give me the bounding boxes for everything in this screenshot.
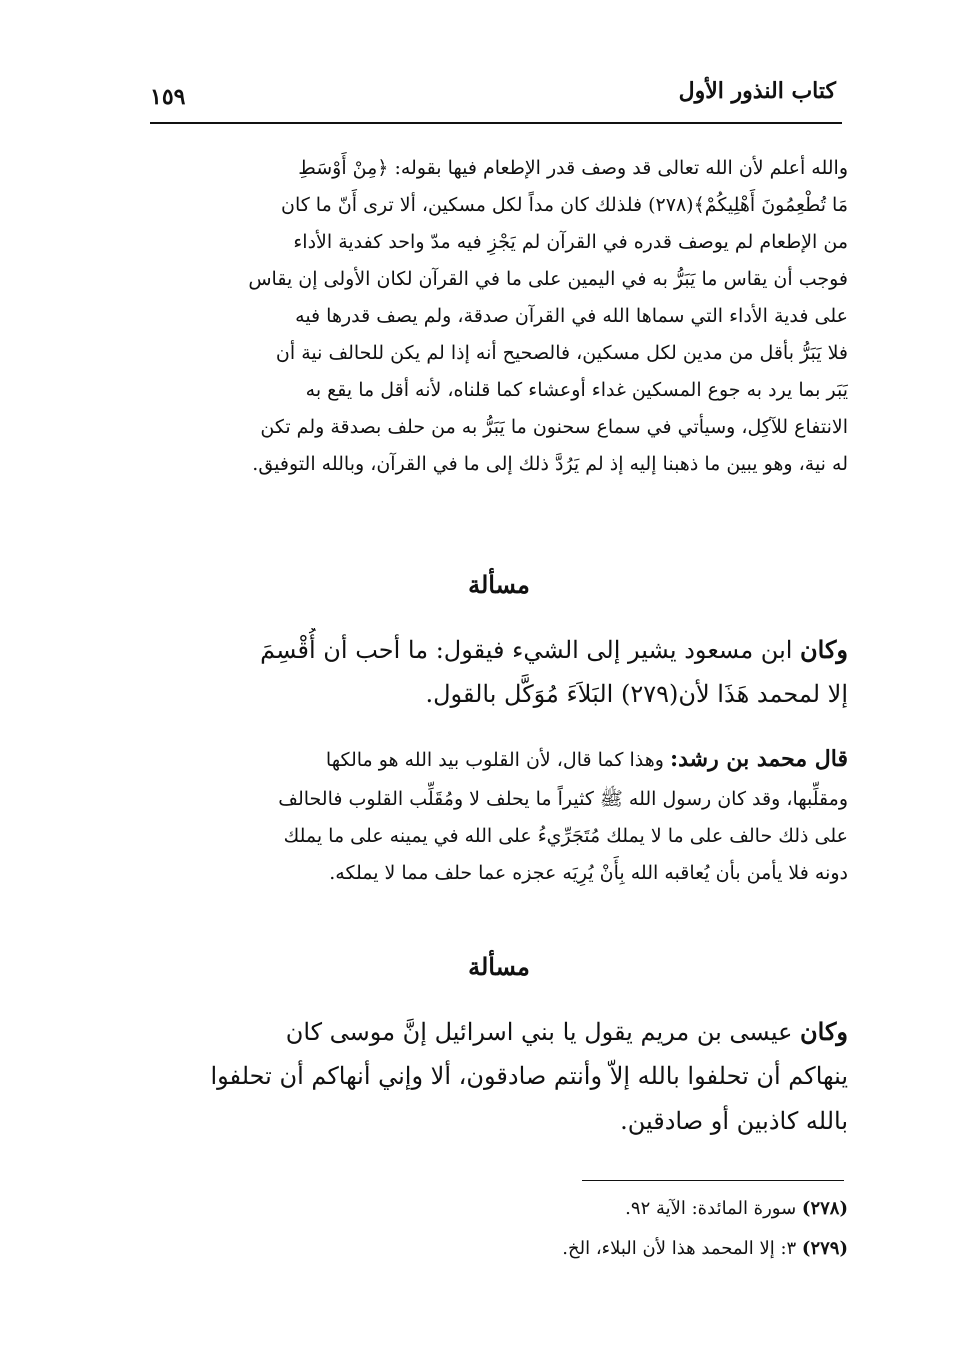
- text-line: فلا يَبَرُّ بأقل من مدين لكل مسكين، فالصحيح أنه إذا لم يكن للحالف نية أن: [275, 342, 848, 365]
- text-line: والله أعلم لأن الله تعالى قد وصف قدر الإطعام فيها بقوله: ﴿مِنْ أَوْسَطِ: [298, 157, 848, 179]
- paragraph-commentary: [150, 738, 848, 892]
- footnote-number: (٢٧٩): [801, 1238, 848, 1259]
- lead-word: وكان: [800, 1017, 848, 1046]
- text-line: [150, 628, 848, 672]
- text-line: ومقلِّبها، وقد كان رسول الله ﷺ كثيراً ما يحلف لا ومُقَلِّب القلوب فالحالف: [278, 787, 848, 810]
- paragraph-commentary: [150, 150, 848, 483]
- text-line: بالله كاذبين أو صادقين.: [620, 1106, 848, 1135]
- text-line: على ذلك حالف على ما لا يملك مُتَجَرِّيءُ على الله في يمينه على ما يملك: [283, 824, 848, 847]
- text-line: من الإطعام لم يوصف قدره في القرآن لم يَجْزِ فيه مدّ واحد كفدية الأداء: [293, 231, 848, 254]
- text-line: إلا لمحمد هَذَا لأن(٢٧٩) البَلاَءَ مُوَكَّل بالقول.: [425, 680, 848, 709]
- chapter-title: كتاب النذور الأول: [678, 78, 836, 104]
- text-line: له نية، وهو يبين ما ذهبنا إليه إذ لم يَرُدَّ ذلك إلى ما في القرآن، وبالله التوفيق.: [252, 453, 848, 476]
- running-header: [150, 78, 836, 118]
- paragraph-report: [150, 628, 848, 717]
- text-line: ينهاكم أن تحلفوا بالله إلاّ وأنتم صادقون، ألا وإني أنهاكم أن تحلفوا: [210, 1062, 848, 1091]
- header-rule: [150, 122, 842, 124]
- text-line: الانتفاع للآكِل، وسيأتي في سماع سحنون ما يَبَرُّ به من حلف بصدقة ولم تكن: [260, 416, 848, 439]
- footnote-text: سورة المائدة: الآية ٩٢.: [625, 1198, 797, 1219]
- footnote: [150, 1198, 848, 1219]
- text-run: عيسى بن مريم يقول يا بني اسرائيل إنَّ موسى كان: [285, 1018, 801, 1046]
- text-run: ابن مسعود يشير إلى الشيء فيقول: ما أحب أن أُقْسِمَ: [260, 636, 801, 664]
- section-heading: مسألة: [468, 952, 530, 981]
- lead-word: قال محمد بن رشد:: [669, 746, 848, 772]
- text-line: على فدية الأداء التي سماها الله في القرآن صدقة، ولم يصف قدرها فيه: [295, 305, 848, 328]
- text-line: [150, 738, 848, 781]
- text-line: دونه فلا يأمن بأن يُعاقبه الله بِأَنْ يُرِيَه عجزه عما حلف مما لا يملكه.: [329, 861, 848, 884]
- page-number: ١٥٩: [150, 84, 186, 110]
- text-line: [150, 1010, 848, 1054]
- paragraph-report: [150, 1010, 848, 1143]
- text-line: فوجب أن يقاس ما يَبَرُّ به في اليمين على ما في القرآن لكان الأولى إن يقاس: [248, 268, 848, 291]
- footnote-text: ٣: إلا المحمد هذا لأن البلاء، الخ.: [562, 1238, 797, 1259]
- text-run: وهذا كما قال، لأن القلوب بيد الله هو مالكها: [325, 749, 670, 771]
- lead-word: وكان: [800, 635, 848, 664]
- footnote-rule: [582, 1180, 844, 1181]
- footnote-number: (٢٧٨): [801, 1198, 848, 1219]
- text-line: يَبَر بما يرد به جوع المسكين غداء أوعشاء كما قلناه، لأنه أقل ما يقع به: [305, 379, 848, 402]
- footnote: [150, 1238, 848, 1259]
- text-line: مَا تُطْعِمُونَ أَهْلِيكُمْ﴾(٢٧٨) فلذلك كان مداً لكل مسكين، ألا ترى أَنّ ما كان: [280, 194, 848, 217]
- section-heading: مسألة: [468, 570, 530, 599]
